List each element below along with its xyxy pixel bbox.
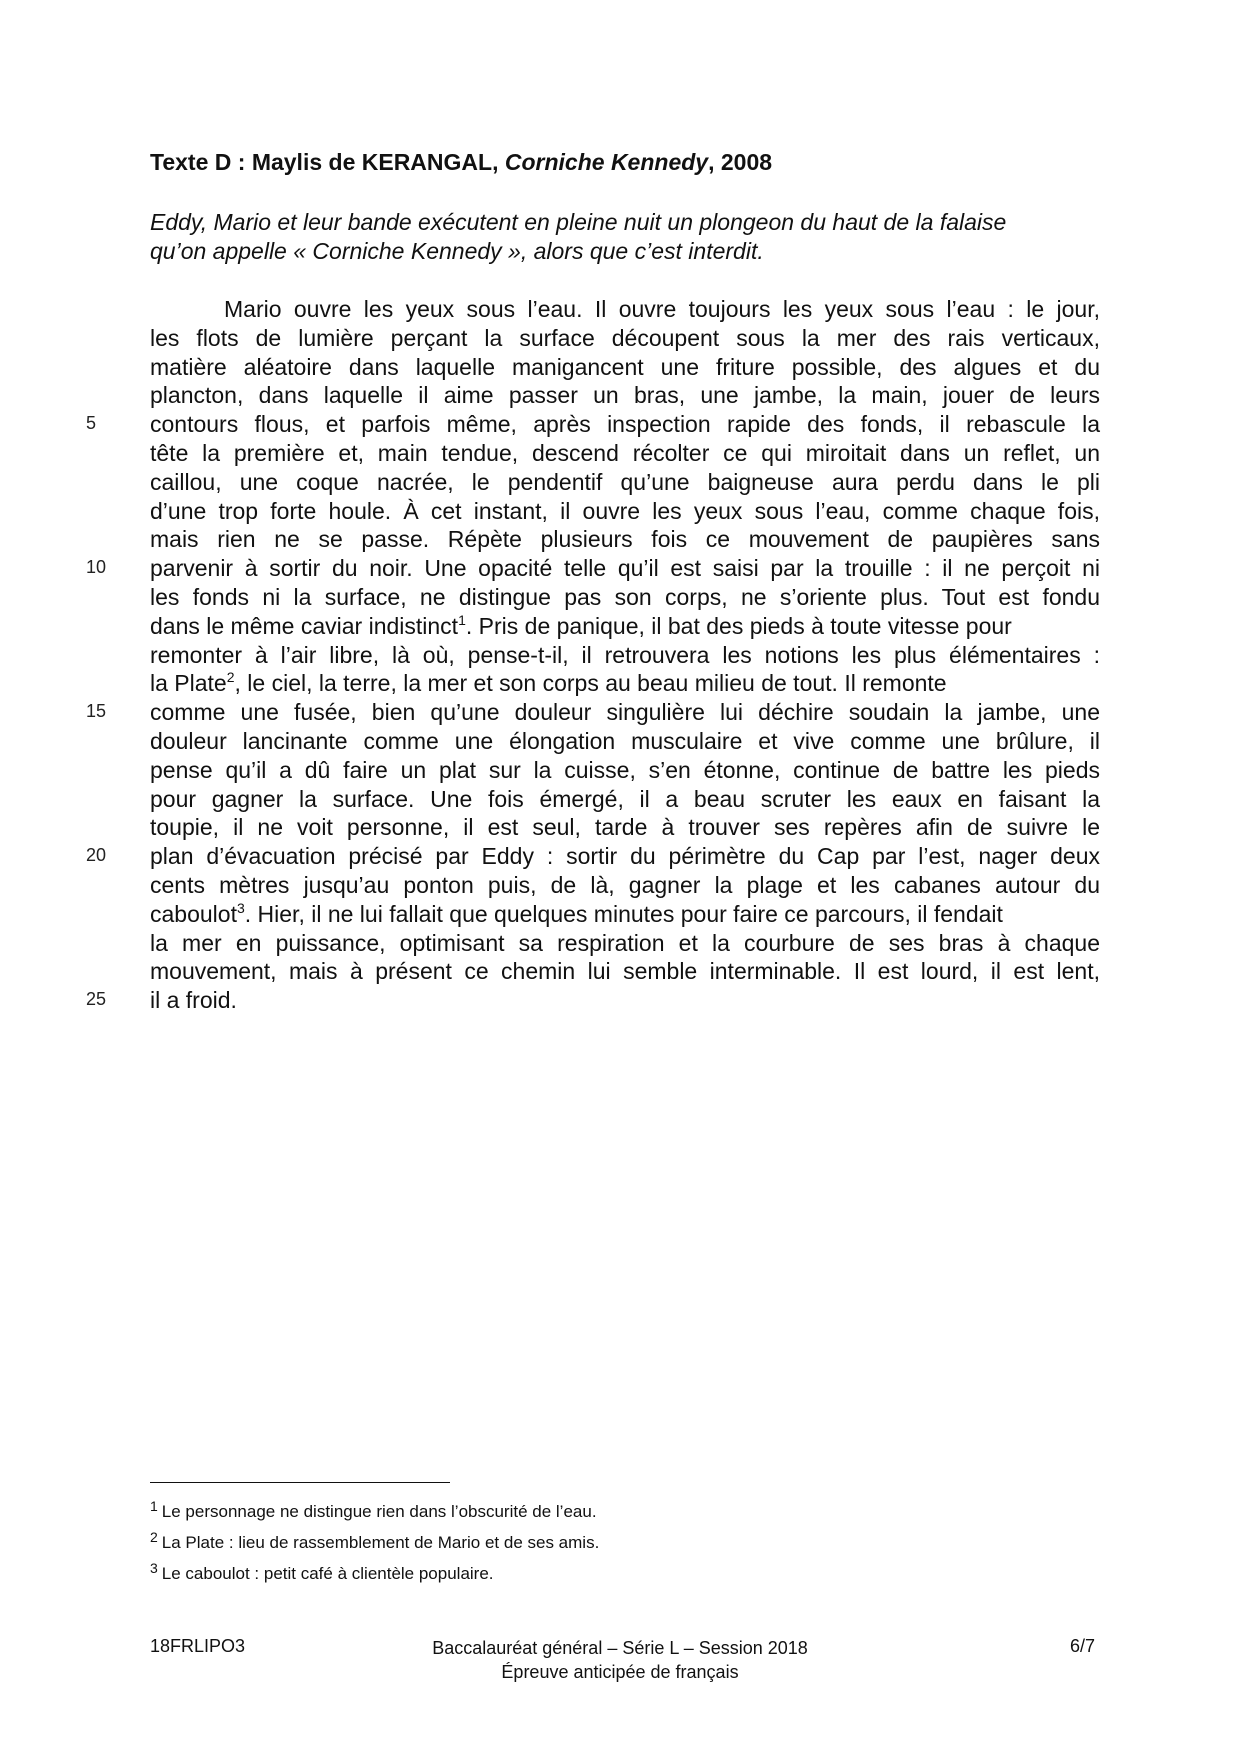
- exam-code: 18FRLIPO3: [150, 1636, 246, 1656]
- line-number: 5: [86, 413, 97, 433]
- footnote-item: [150, 1498, 599, 1533]
- title-year: , 2008: [708, 149, 773, 175]
- passage-line: [150, 900, 1100, 929]
- footnote-text: Le personnage ne distingue rien dans l’obscurité de l’eau.: [161, 1502, 597, 1521]
- passage-segment: la Plate: [150, 670, 227, 697]
- passage-line: tête la première et, main tendue, descend récolter ce qui miroitait dans un reflet, un: [150, 439, 1100, 466]
- passage-segment: . Pris de panique, il bat des pieds à toute vitesse pour: [465, 612, 1012, 639]
- passage-line: les fonds ni la surface, ne distingue pas son corps, ne s’oriente plus. Tout est fondu: [150, 583, 1100, 610]
- passage-line: toupie, il ne voit personne, il est seul, tarde à trouver ses repères afin de suivre le: [150, 814, 1100, 841]
- line-number: 20: [86, 845, 107, 865]
- footnote-mark: 1: [150, 1498, 158, 1514]
- passage-line: douleur lancinante comme une élongation musculaire et vive comme une brûlure, il: [150, 727, 1100, 754]
- line-number: 25: [86, 989, 107, 1009]
- passage-line: cents mètres jusqu’au ponton puis, de là, gagner la plage et les cabanes autour du: [150, 871, 1100, 898]
- passage-text: [150, 295, 1100, 1015]
- passage-line: pense qu’il a dû faire un plat sur la cuisse, s’en étonne, continue de battre les pieds: [150, 756, 1100, 783]
- line-number: 10: [86, 557, 107, 577]
- footnote-text: La Plate : lieu de rassemblement de Mario et de ses amis.: [161, 1533, 600, 1552]
- footnote-text: Le caboulot : petit café à clientèle populaire.: [161, 1564, 494, 1583]
- exam-session: [370, 1636, 870, 1684]
- intro-line: Eddy, Mario et leur bande exécutent en pleine nuit un plongeon du haut de la falaise: [150, 209, 1007, 235]
- passage-segment: caboulot: [150, 900, 237, 927]
- passage-line: pour gagner la surface. Une fois émergé, il a beau scruter les eaux en faisant la: [150, 785, 1100, 812]
- passage-line: mouvement, mais à présent ce chemin lui semble interminable. Il est lourd, il est lent,: [150, 958, 1100, 985]
- footnote-item: [150, 1529, 600, 1564]
- passage-line: parvenir à sortir du noir. Une opacité telle qu’il est saisi par la trouille : il ne perçoit ni: [150, 555, 1100, 582]
- footnote-separator: [150, 1482, 450, 1483]
- passage-segment: dans le même caviar indistinct: [150, 612, 459, 639]
- passage-line: plan d’évacuation précisé par Eddy : sortir du périmètre du Cap par l’est, nager deux: [150, 843, 1100, 870]
- passage-line: il a froid.: [150, 987, 237, 1014]
- exam-session-line: Baccalauréat général – Série L – Session 2018: [432, 1638, 808, 1658]
- footnote-ref: 1: [458, 611, 466, 628]
- intro-line: qu’on appelle « Corniche Kennedy », alors que c’est interdit.: [150, 237, 764, 264]
- exam-subject-line: Épreuve anticipée de français: [501, 1662, 739, 1682]
- footnote-mark: 3: [150, 1560, 158, 1576]
- passage-segment: . Hier, il ne lui fallait que quelques minutes pour faire ce parcours, il fendait: [244, 900, 1003, 927]
- passage-line: comme une fusée, bien qu’une douleur singulière lui déchire soudain la jambe, une: [150, 699, 1100, 726]
- intro-paragraph: [150, 208, 1100, 266]
- passage-line: plancton, dans laquelle il aime passer un bras, une jambe, la main, jouer de leurs: [150, 382, 1100, 409]
- passage-line: d’une trop forte houle. À cet instant, il ouvre les yeux sous l’eau, comme chaque fois,: [150, 497, 1100, 524]
- footnote-mark: 2: [150, 1529, 158, 1545]
- footnote-ref: 3: [236, 899, 245, 916]
- passage-line: Mario ouvre les yeux sous l’eau. Il ouvre toujours les yeux sous l’eau : le jour,: [224, 296, 1100, 322]
- footnote-item: [150, 1560, 599, 1595]
- passage-line: caillou, une coque nacrée, le pendentif qu’une baigneuse aura perdu dans le pli: [150, 468, 1100, 495]
- line-number: 15: [86, 701, 107, 721]
- passage-line: la mer en puissance, optimisant sa respiration et la courbure de ses bras à chaque: [150, 929, 1100, 956]
- text-title: [150, 149, 772, 176]
- footnotes: [150, 1498, 600, 1595]
- title-work: Corniche Kennedy: [504, 149, 709, 175]
- passage-line: [150, 612, 1100, 641]
- passage-line: les flots de lumière perçant la surface découpent sous la mer des rais verticaux,: [150, 324, 1100, 351]
- passage-line: mais rien ne se passe. Répète plusieurs fois ce mouvement de paupières sans: [150, 526, 1100, 553]
- passage-line: [150, 669, 1100, 698]
- passage-line: matière aléatoire dans laquelle manigancent une friture possible, des algues et du: [150, 353, 1100, 380]
- passage-segment: , le ciel, la terre, la mer et son corps au beau milieu de tout. Il remonte: [234, 670, 947, 697]
- passage-line: contours flous, et parfois même, après inspection rapide des fonds, il rebascule la: [150, 411, 1100, 438]
- passage-line: remonter à l’air libre, là où, pense-t-il, il retrouvera les notions les plus élémentaires :: [150, 641, 1100, 668]
- page-number: 6/7: [1070, 1636, 1096, 1656]
- title-prefix: Texte D : Maylis de KERANGAL,: [150, 149, 505, 175]
- footnote-ref: 2: [226, 669, 235, 686]
